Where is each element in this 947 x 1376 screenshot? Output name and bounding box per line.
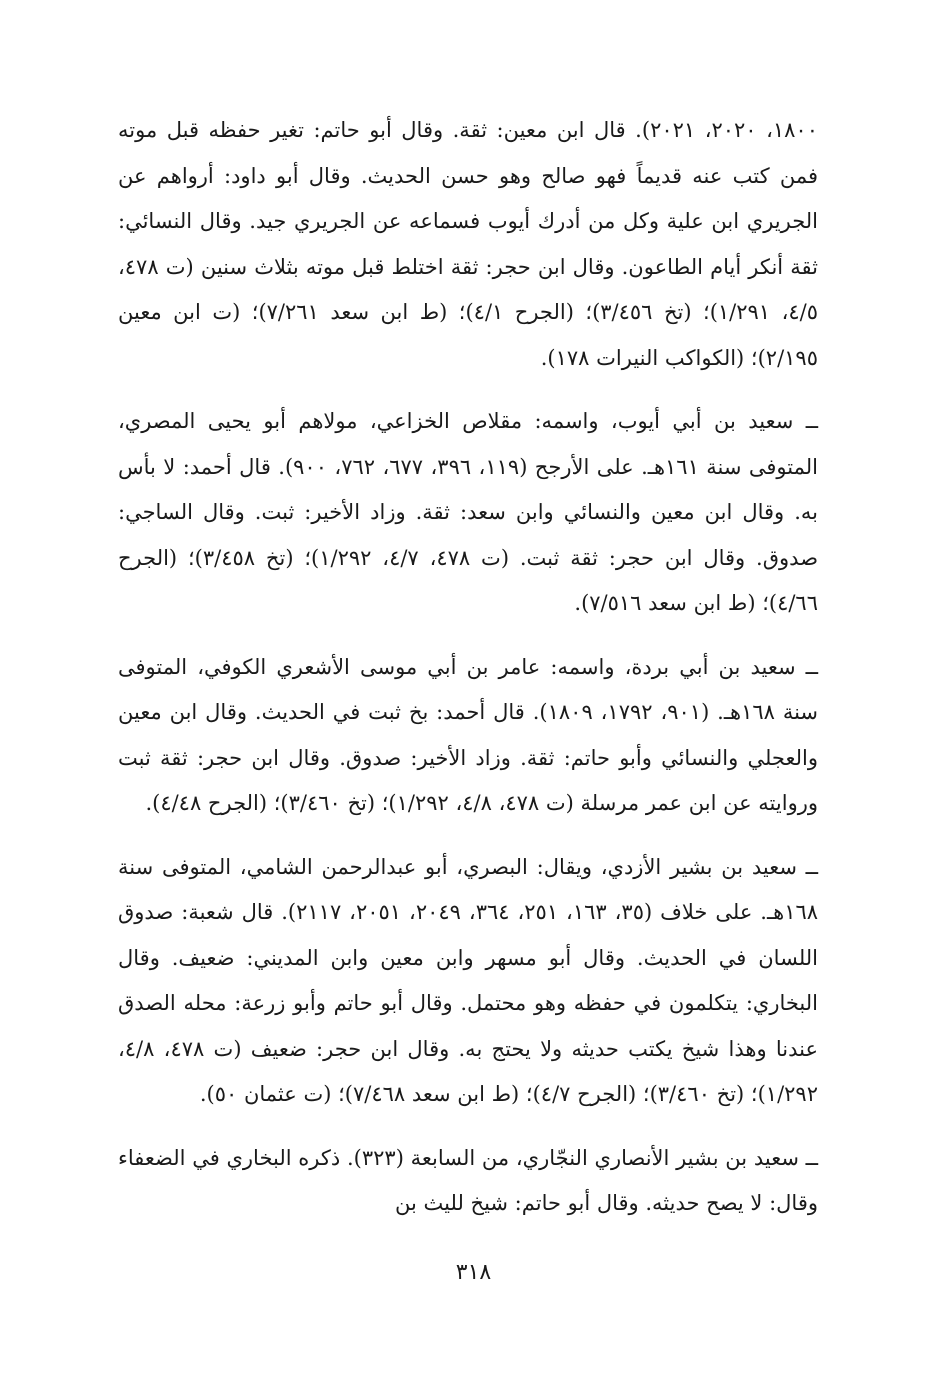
page-number: ٣١٨ (455, 1260, 492, 1285)
paragraph-4: ــ سعيد بن بشير الأزدي، ويقال: البصري، أبو عبدالرحمن الشامي، المتوفى سنة ١٦٨هـ. على خلاف (٣٥، ١٦٣، ٢٥١، ٣٦٤، ٢٠٤٩، ٢٠٥١، ٢١١٧). قال شعبة: صدوق اللسان في الحديث. وقال أبو مسهر وابن معين وابن المديني: ضعيف. وقال البخاري: يتكلمون في حفظه وهو محتمل. وقال أبو حاتم وأبو زرعة: محله الصدق عندنا وهذا شيخ يكتب حديثه ولا يحتج به. وقال ابن حجر: ضعيف (ت ٤٧٨، ٤/٨، ١/٢٩٢)؛ (تخ ٣/٤٦٠)؛ (الجرح ٤/٧)؛ (ط ابن سعد ٧/٤٦٨)؛ (ت عثمان ٥٠). (118, 854, 819, 1106)
paragraph-5: ــ سعيد بن بشير الأنصاري النجّاري، من السابعة (٣٢٣). ذكره البخاري في الضعفاء وقال: لا يصح حديثه. وقال أبو حاتم: شيخ لليث بن (118, 1145, 818, 1215)
page-body (118, 108, 818, 1288)
paragraph-3: ــ سعيد بن أبي بردة، واسمه: عامر بن أبي موسى الأشعري الكوفي، المتوفى سنة ١٦٨هـ. (٩٠١، ١٧٩٢، ١٨٠٩). قال أحمد: بخ ثبت في الحديث. وقال ابن معين والعجلي والنسائي وأبو حاتم: ثقة. وزاد الأخير: صدوق. وقال ابن حجر: ثقة ثبت وروايته عن ابن عمر مرسلة (ت ٤٧٨، ٤/٨، ١/٢٩٢)؛ (تخ ٣/٤٦٠)؛ (الجرح ٤/٤٨). (118, 654, 819, 815)
paragraph-2: ــ سعيد بن أبي أيوب، واسمه: مقلاص الخزاعي، مولاهم أبو يحيى المصري، المتوفى سنة ١٦١هـ. على الأرجح (١١٩، ٣٩٦، ٦٧٧، ٧٦٢، ٩٠٠). قال أحمد: لا بأس به. وقال ابن معين والنسائي وابن سعد: ثقة. وزاد الأخير: ثبت. وقال الساجي: صدوق. وقال ابن حجر: ثقة ثبت. (ت ٤٧٨، ٤/٧، ١/٢٩٢)؛ (تخ ٣/٤٥٨)؛ (الجرح ٤/٦٦)؛ (ط ابن سعد ٧/٥١٦). (118, 409, 819, 615)
paragraph-1: ١٨٠٠، ٢٠٢٠، ٢٠٢١). قال ابن معين: ثقة. وقال أبو حاتم: تغير حفظه قبل موته فمن كتب عنه قديماً فهو صالح وهو حسن الحديث. وقال أبو داود: أرواهم عن الجريري ابن علية وكل من أدرك أيوب فسماعه عن الجريري جيد. وقال النسائي: ثقة أنكر أيام الطاعون. وقال ابن حجر: ثقة اختلط قبل موته بثلاث سنين (ت ٤٧٨، ٤/٥، ١/٢٩١)؛ (تخ ٣/٤٥٦)؛ (الجرح ٤/١)؛ (ط ابن سعد ٧/٢٦١)؛ (ت ابن معين ٢/١٩٥)؛ (الكواكب النيرات ١٧٨). (118, 118, 818, 370)
